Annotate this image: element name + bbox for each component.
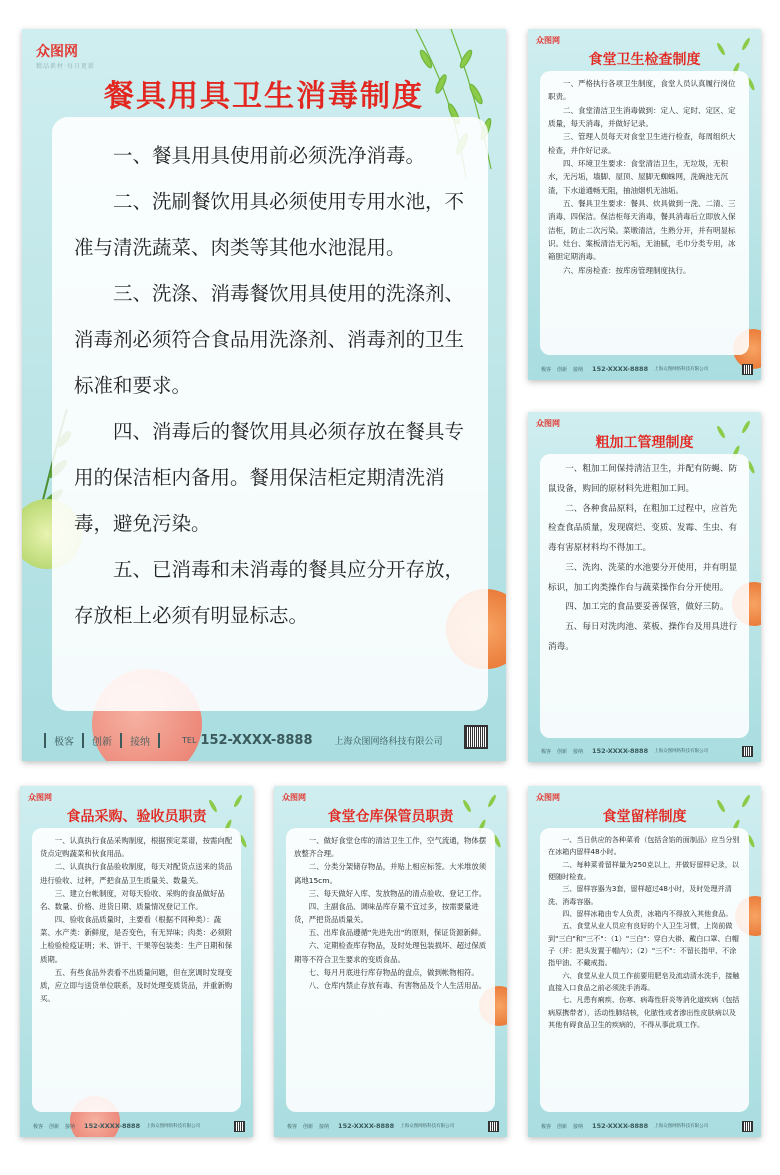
paragraph: 六、食堂从业人员工作前要用肥皂及流动清水洗手，接触直接入口食品之前必须洗手消毒。: [548, 970, 740, 992]
paragraph: 二、食堂清洁卫生消毒做到：定人、定时、定区、定质量，每天消毒，并做好记录。: [548, 105, 736, 129]
paragraph: 六、库房检查：按库房管理制度执行。: [563, 265, 691, 275]
content-panel: [540, 71, 749, 355]
company-name: 上海众图网络科技有限公司: [654, 367, 709, 372]
footer-tag: 极客: [541, 366, 552, 373]
paragraph: 四、环境卫生要求：食堂清洁卫生，无垃圾，无积水，无污垢，墙脚、屋顶、屋脚无蜘蛛网，洗碗池无沉渣，下水道通畅无阻，抽油烟机无油垢。: [548, 159, 728, 195]
poster-footer: [20, 1119, 253, 1133]
poster-inspection: [528, 29, 761, 380]
company-name: 上海众图网络科技有限公司: [654, 749, 709, 754]
page-title: 餐具用具卫生消毒制度: [104, 79, 424, 114]
qr-code: [742, 364, 753, 375]
phone-number: 152-XXXX-8888: [338, 1122, 395, 1130]
paragraph: 一、严格执行各项卫生制度，食堂人员认真履行岗位职责。: [548, 79, 736, 102]
brand-logo: [536, 418, 560, 429]
poster-footer: [22, 729, 506, 751]
footer-tag: 接纳: [65, 1123, 76, 1130]
paragraph: 三、留样容器为3套，留样超过48小时，及时处理并清洗、消毒容器。: [548, 884, 732, 906]
paragraph: 三、管理人员每天对食堂卫生进行检查，每周组织大检查，并作好记录。: [548, 132, 736, 155]
paragraph: 三、建立台帐制度，对每天验收、采购的食品做好品名、数量、价格、进货日期、质量情况登记工作。: [40, 888, 225, 911]
paragraph: 二、分类分架储存物品，并贴上相应标签。大米堆放须离地15cm。: [294, 862, 487, 885]
paragraph: 五、每日对洗肉池、菜板、操作台及用具进行消毒。: [548, 622, 738, 652]
paragraph: 八、仓库内禁止存放有毒、有害物品及个人生活用品。: [308, 980, 487, 990]
poster-title: 粗加工管理制度: [595, 435, 694, 451]
content-panel: [286, 828, 495, 1112]
poster-processing: [528, 412, 761, 762]
paragraph: 五、出库食品遵循"先进先出"的原则，保证货源新鲜。: [308, 928, 486, 938]
footer-tag: 创新: [49, 1123, 60, 1130]
footer-tag: 接纳: [319, 1123, 330, 1130]
logo-text: 众图网: [536, 36, 560, 45]
poster-sample: [528, 786, 761, 1137]
footer-tag: 接纳: [573, 748, 584, 755]
footer-tag: 极客: [44, 733, 82, 748]
poster-purchase: [20, 786, 253, 1137]
poster-title: 食品采购、验收员职责: [66, 809, 207, 825]
footer-tag: 接纳: [573, 366, 584, 373]
company-name: 上海众图网络科技有限公司: [400, 1124, 455, 1129]
logo-slogan: 精品素材·每日更新: [36, 63, 95, 70]
brand-logo: [536, 35, 560, 46]
poster-footer: [528, 1119, 761, 1133]
footer-tag: 极客: [287, 1123, 298, 1130]
paragraph: 一、餐具用具使用前必须洗净消毒。: [113, 144, 426, 167]
phone-number: 152-XXXX-8888: [200, 732, 313, 748]
content-panel: [52, 117, 488, 711]
paragraph: 五、食堂从业人员应有良好的个人卫生习惯，上岗前做到"三白"和"三不"：（1）"三白"：穿白大褂、戴白口罩、白帽子（并：把头发置于帽内）；（2）"三不"：不留长指甲、不涂指甲油、不戴戒指。: [548, 921, 739, 968]
brand-logo: [282, 792, 306, 803]
paragraph: 七、凡患有痢疾、伤寒、病毒性肝炎等消化道疾病（包括病原携带者），活动性肺结核，化脓性或者渗出性皮肤病以及其他有碍食品卫生的疾病的，不得从事此项工作。: [548, 995, 740, 1029]
footer-tag: 极客: [541, 748, 552, 755]
logo-text: 众图网: [282, 793, 306, 802]
poster-title: 食堂仓库保管员职责: [327, 809, 454, 825]
paragraph: 四、主副食品、调味品库存量不宜过多，按需要量进货，严把货品质量关。: [294, 901, 479, 925]
company-name: 上海众图网络科技有限公司: [334, 736, 443, 747]
paragraph: 二、每种菜肴留样量为250克以上，并做好留样记录，以便随时检查。: [548, 859, 739, 881]
paragraph: 三、每天做好入库、发放物品的清点验收、登记工作。: [308, 888, 487, 898]
phone-number: 152-XXXX-8888: [592, 365, 649, 373]
paragraph: 七、每月月底进行库存物品的盘点，做到帐物相符。: [308, 967, 479, 977]
poster-warehouse: [274, 786, 507, 1137]
phone-number: 152-XXXX-8888: [592, 747, 649, 755]
footer-tag: 接纳: [120, 733, 160, 748]
logo-text: 众图网: [536, 419, 560, 428]
logo-text: 众图网: [28, 793, 52, 802]
paragraph: 四、留样冰箱由专人负责，冰箱内不得放入其他食品。: [562, 908, 733, 918]
brand-logo: [28, 792, 52, 803]
paragraph: 一、做好食堂仓库的清洁卫生工作，空气流通，物体摆放整齐合理。: [294, 836, 487, 859]
paragraph: 三、洗涤、消毒餐饮用具使用的洗涤剂、消毒剂必须符合食品用洗涤剂、消毒剂的卫生标准和要求。: [74, 282, 465, 397]
logo-text: 众图网: [36, 44, 78, 60]
paragraph: 一、当日供应的各种菜肴（包括含馅的面制品）应当分别在冰箱内留样48小时。: [548, 835, 740, 857]
poster-title: 食堂卫生检查制度: [588, 52, 701, 68]
footer-tag: 极客: [541, 1123, 552, 1130]
footer-tag: 接纳: [573, 1123, 584, 1130]
company-name: 上海众图网络科技有限公司: [146, 1124, 201, 1129]
footer-tag: 创新: [557, 366, 568, 373]
poster-title: 食堂留样制度: [602, 809, 687, 825]
qr-code: [742, 746, 753, 757]
paragraph: 六、定期检查库存物品，及时处理包装损坏、超过保质期等不符合卫生要求的变质食品。: [294, 941, 487, 964]
content-panel: [540, 828, 749, 1112]
qr-code: [234, 1121, 245, 1132]
brand-logo: [36, 41, 95, 70]
paragraph: 一、认真执行食品采购制度，根据预定菜谱，按需向配货点定购蔬菜和伙食用品。: [40, 836, 233, 859]
paragraph: 四、验收食品质量时，主要看（根据不同种类）：蔬菜、水产类：新鲜度，是否变色，有无异味；肉类：必须附上检验检疫证明；米、饼干、干果等包装类：生产日期和保质期。: [40, 915, 233, 964]
poster-main: [22, 29, 506, 761]
poster-footer: [274, 1119, 507, 1133]
paragraph: 四、加工完的食品要妥善保管，做好三防。: [565, 602, 729, 613]
qr-code: [488, 1121, 499, 1132]
footer-tag: 极客: [33, 1123, 44, 1130]
phone-number: 152-XXXX-8888: [592, 1122, 649, 1130]
paragraph: 二、认真执行食品验收制度，每天对配货点送来的货品进行验收、过秤，严把食品卫生质量关、数量关。: [40, 862, 233, 885]
company-name: 上海众图网络科技有限公司: [654, 1124, 709, 1129]
paragraph: 五、餐具卫生要求：餐具、炊具做到一洗、二清、三消毒、四保洁。保洁柜每天消毒，餐具消毒后立即放入保洁柜，防止二次污染。菜墩清洁，生熟分开，并有明显标识。灶台、案板清洁无污垢，无油腻，毛巾分类专用，冰箱胆定期消毒。: [548, 199, 736, 262]
footer-tag: 创新: [303, 1123, 314, 1130]
footer-tag: 创新: [557, 748, 568, 755]
footer-tag: 创新: [557, 1123, 568, 1130]
qr-code: [464, 725, 488, 749]
paragraph: 五、有些食品外表看不出质量问题，但在烹调时发现变质，应立即与送货单位联系，及时处理变质货品，并重新购买。: [40, 967, 233, 1004]
content-panel: [32, 828, 241, 1112]
poster-footer: [528, 744, 761, 758]
brand-logo: [536, 792, 560, 803]
content-panel: [540, 454, 749, 738]
paragraph: 二、各种食品原料，在粗加工过程中，应首先检查食品质量，发现腐烂、变质、发霉、生虫、有毒有害原材料均不得加工。: [548, 503, 738, 554]
qr-code: [742, 1121, 753, 1132]
phone-number: 152-XXXX-8888: [84, 1122, 141, 1130]
paragraph: 五、已消毒和未消毒的餐具应分开存放，存放柜上必须有明显标志。: [74, 558, 465, 627]
poster-footer: [528, 362, 761, 376]
paragraph: 四、消毒后的餐饮用具必须存放在餐具专用的保洁柜内备用。餐用保洁柜定期清洗消毒，避免污染。: [74, 420, 465, 535]
paragraph: 一、粗加工间保持清洁卫生，并配有防蝇、防鼠设备，购回的原材料先进粗加工间。: [548, 464, 738, 494]
paragraph: 三、洗肉、洗菜的水池要分开使用，并有明显标识，加工肉类操作台与蔬菜操作台分开使用。: [548, 562, 738, 593]
footer-tag: 创新: [82, 733, 120, 748]
phone-label: TEL: [182, 735, 197, 745]
paragraph: 二、洗刷餐饮用具必须使用专用水池，不准与清洗蔬菜、肉类等其他水池混用。: [74, 190, 465, 259]
logo-text: 众图网: [536, 793, 560, 802]
